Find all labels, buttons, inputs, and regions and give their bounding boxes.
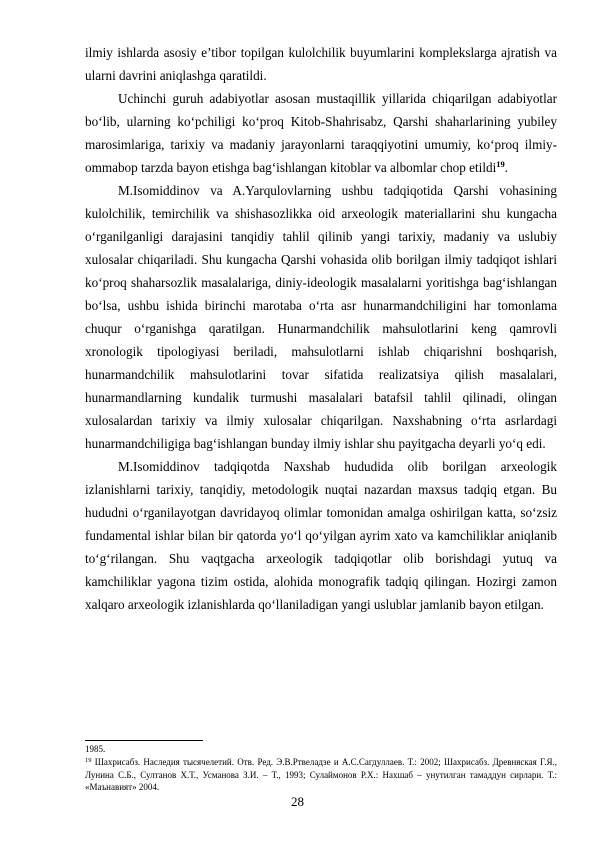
footnote-ref-19[interactable]: 19 xyxy=(496,159,505,169)
footnote-separator xyxy=(85,740,203,741)
footnote-carryover: 1985. xyxy=(85,744,106,754)
page-body xyxy=(85,41,557,616)
page-number: 28 xyxy=(291,794,304,809)
footnote-19-text: Шахрисабз. Наследия тысячелетий. Отв. Ред. Э.В.Ртвеладзе и А.С.Сагдуллаев. Т.: 2002; Шахрисабз. Древняская Г.Я., Лунина С.Б., Султанов Х.Т., Усманова З.И. – Т., 1993; Сулаймонов Р.Х.: Нахшаб – унутилган тамаддун сирлари. Т.: «Маънавият» 2004. xyxy=(85,757,557,792)
paragraph-4: M.Isomiddinov tadqiqotda Naxshab hududida olib borilgan arxeologik izlanishlarni tarixiy, tanqidiy, metodologik nuqtai nazardan maxsus tadqiq etgan. Bu hududni o‘rganilayotgan davridayoq olimlar tomonidan amalga oshirilgan katta, so‘zsiz fundamental ishlar bilan bir qatorda yo‘l qo‘yilgan ayrim xato va kamchiliklar aniqlanib to‘g‘rilangan. Shu vaqtgacha arxeologik tadqiqotlar olib borishdagi yutuq va kamchiliklar yagona tizim ostida, alohida monografik tadqiq qilingan. Hozirgi zamon xalqaro arxeologik izlanishlarda qo‘llaniladigan yangi uslublar jamlanib bayon etilgan. xyxy=(85,459,557,612)
paragraph-2-end: . xyxy=(504,160,509,175)
paragraph-2 xyxy=(85,87,557,179)
footnote-19 xyxy=(85,756,557,794)
footnote-19-mark: 19 xyxy=(85,757,92,764)
paragraph-3: M.Isomiddinov va A.Yarqulovlarning ushbu tadqiqotida Qarshi vohasining kulolchilik, temirchilik va shishasozlikka oid arxeologik materiallarini shu kungacha o‘rganilganligi darajasini tanqidiy tahlil qilinib yangi tarixiy, madaniy va uslubiy xulosalar chiqariladi. Shu kungacha Qarshi vohasida olib borilgan ilmiy tadqiqot ishlari ko‘proq shaharsozlik masalalariga, diniy-ideologik masalalarni yoritishga bag‘ishlangan bo‘lsa, ushbu ishida birinchi marotaba o‘rta asr hunarmandchiligini har tomonlama chuqur o‘rganishga qaratilgan. Hunarmandchilik mahsulotlarini keng qamrovli xronologik tipologiyasi beriladi, mahsulotlarni ishlab chiqarishni boshqarish, hunarmandchilik mahsulotlarini tovar sifatida realizatsiya qilish masalalari, hunarmandlarning kundalik turmushi masalalari batafsil tahlil qilinadi, olingan xulosalardan tarixiy va ilmiy xulosalar chiqarilgan. Naxshabning o‘rta asrlardagi hunarmandchiligiga bag‘ishlangan bunday ilmiy ishlar shu payitgacha deyarli yo‘q edi. xyxy=(85,183,557,451)
paragraph-2-text: Uchinchi guruh adabiyotlar asosan mustaqillik yillarida chiqarilgan adabiyotlar bo‘lib, ularning ko‘pchiligi ko‘proq Kitob-Shahrisabz, Qarshi shaharlarining yubiley marosimlariga, tarixiy va madaniy jarayonlarni taraqqiyotini umumiy, ko‘proq ilmiy-ommabop tarzda bayon etishga bag‘ishlangan kitoblar va albomlar chop etildi xyxy=(85,91,557,175)
paragraph-1: ilmiy ishlarda asosiy e’tibor topilgan kulolchilik buyumlarini komplekslarga ajratish va ularni davrini aniqlashga qaratildi. xyxy=(85,45,557,83)
